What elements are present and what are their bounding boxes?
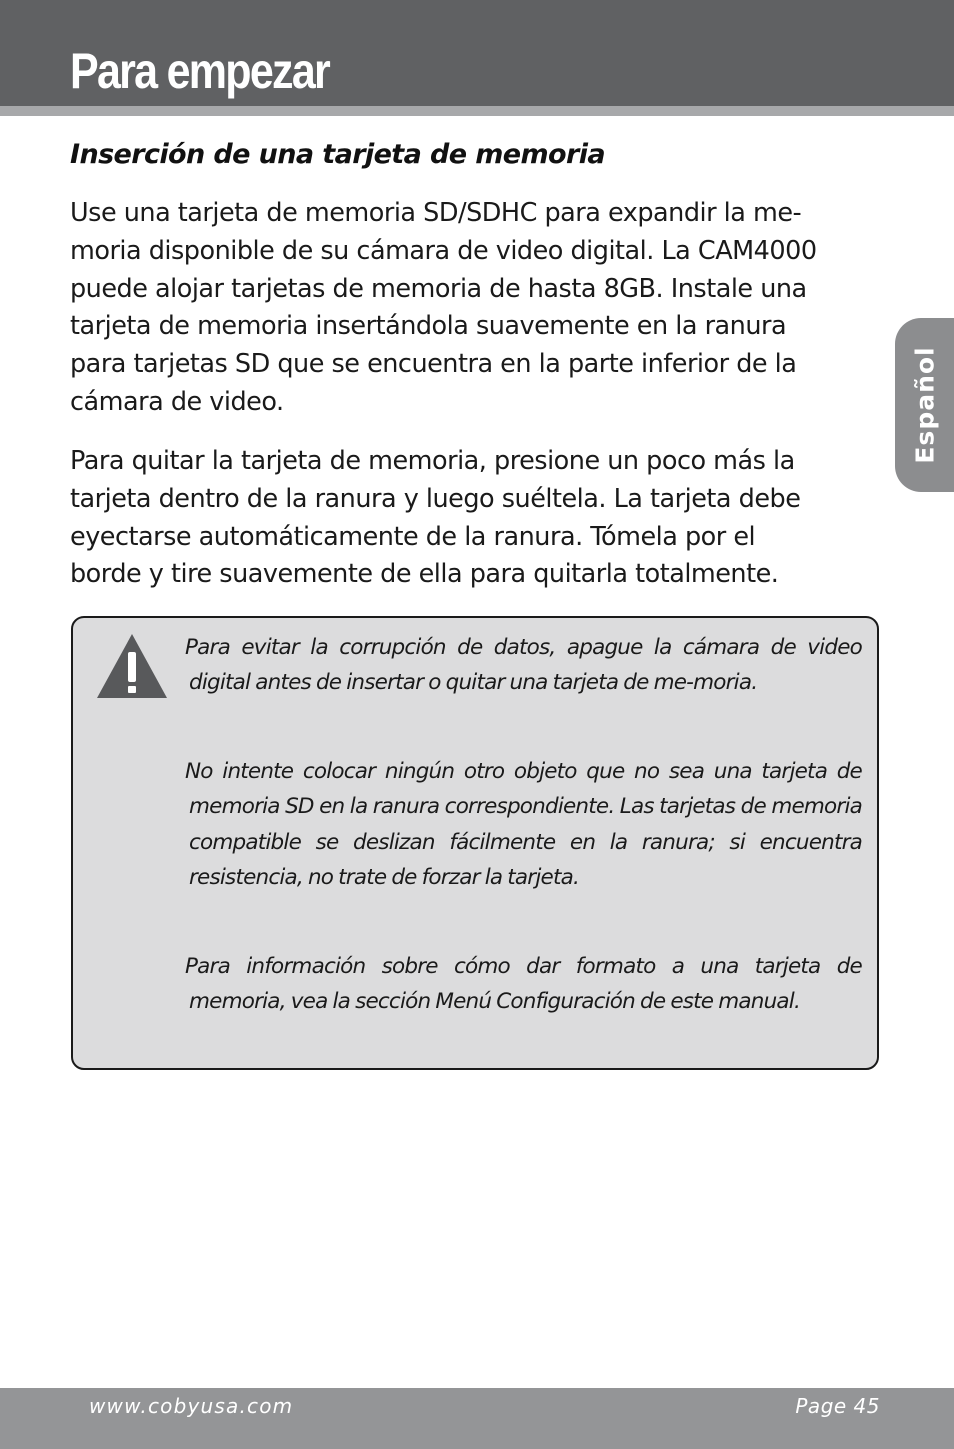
body-paragraph-remove: Para quitar la tarjeta de memoria, presione un poco más la tarjeta dentro de la ranura y luego suéltela. La tarjeta debe eyectarse automáticamente de la ranura. Tómela por el borde y tire suavemente de ella para quitarla totalmente. <box>70 446 801 590</box>
footer-url: www.cobyusa.com <box>89 1394 294 1418</box>
note-no-other-objects: No intente colocar ningún otro objeto que no sea una tarjeta de memoria SD en la ranura correspondiente. Las tarjetas de memoria compatible se deslizan fácilmente en la ranura; si encuentra resistencia, no trate de forzar la tarjeta. <box>185 759 862 890</box>
language-tab-label: Español <box>910 346 939 464</box>
body-paragraph-insert: Use una tarjeta de memoria SD/SDHC para expandir la me- moria disponible de su cámara de video digital. La CAM4000 puede alojar tarjetas de memoria de hasta 8GB. Instale una tarjeta de memoria insertándola suavemente en la ranura para tarjetas SD que se encuentra en la parte inferior de la cámara de video. <box>70 198 817 417</box>
language-tab <box>895 318 954 492</box>
warning-icon <box>95 632 169 700</box>
note-data-corruption: Para evitar la corrupción de datos, apague la cámara de video digital antes de insertar o quitar una tarjeta de me-moria. <box>185 635 862 696</box>
page-title: Para empezar <box>70 43 330 99</box>
header-rule <box>0 106 954 116</box>
warning-note-box <box>71 616 879 1070</box>
note-format-card: Para información sobre cómo dar formato a una tarjeta de memoria, vea la sección Menú Configuración de este manual. <box>185 954 862 1015</box>
section-heading: Inserción de una tarjeta de memoria <box>70 139 605 170</box>
page-number: Page 45 <box>795 1394 880 1418</box>
